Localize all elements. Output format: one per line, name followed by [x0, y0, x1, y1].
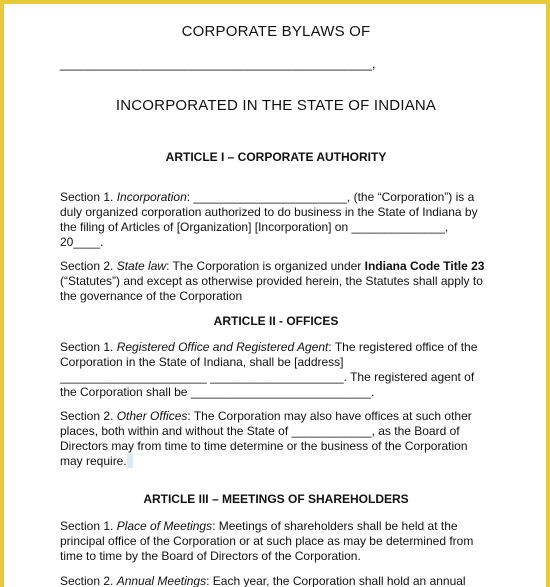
- paragraph-line: [60, 574, 492, 587]
- paragraph-line: time to time by the Board of Directors of the Corporation.: [60, 549, 361, 563]
- article-2-section-1: [60, 340, 492, 400]
- paragraph-text: : _______________________, (the “Corporation”) is a: [186, 190, 475, 204]
- article-1-section-2: [60, 259, 492, 304]
- document-page: [4, 4, 546, 587]
- text-cursor-highlight: [127, 454, 134, 468]
- paragraph-line: [60, 519, 492, 534]
- paragraph-line: [60, 190, 492, 205]
- section-label: Incorporation: [116, 190, 187, 204]
- paragraph-line: duly organized corporation authorized to do business in the State of Indiana by: [60, 205, 478, 219]
- paragraph-line: principal office of the Corporation or at such place as may be determined from: [60, 534, 474, 548]
- paragraph-line: Directors may from time to time determine or the business of the Corporation: [60, 439, 468, 453]
- paragraph-line: ______________________ ____________________. The registered agent of: [60, 370, 475, 384]
- paragraph-line: [60, 259, 492, 274]
- section-label: State law: [116, 259, 167, 273]
- paragraph-line: the Corporation shall be ___________________________.: [60, 385, 375, 399]
- state-of-incorporation: INCORPORATED IN THE STATE OF INDIANA: [115, 97, 437, 114]
- section-number: Section 2.: [60, 409, 117, 423]
- section-number: Section 1.: [60, 340, 117, 354]
- paragraph-line: places, both within and without the State of ____________, as the Board of: [60, 424, 460, 438]
- section-label: Place of Meetings: [116, 519, 213, 533]
- article-1-heading: ARTICLE I – CORPORATE AUTHORITY: [165, 150, 387, 164]
- corporation-name-blank: _____________________________________________,: [60, 56, 376, 71]
- section-label: Annual Meetings: [116, 574, 207, 587]
- article-3-heading: ARTICLE III – MEETINGS OF SHAREHOLDERS: [143, 492, 409, 506]
- section-number: Section 1.: [60, 190, 117, 204]
- paragraph-line: [60, 409, 492, 424]
- paragraph-line: Corporation in the State of Indiana, shall be [address]: [60, 355, 344, 369]
- paragraph-text: : Each year, the Corporation shall hold an annual: [206, 574, 466, 587]
- paragraph-line: [60, 340, 492, 355]
- article-2-heading: ARTICLE II - OFFICES: [213, 314, 339, 328]
- section-label: Registered Office and Registered Agent: [116, 340, 329, 354]
- paragraph-line: (“Statutes”) and except as otherwise provided herein, the Statutes shall apply to: [60, 274, 483, 288]
- paragraph-line: the filing of Articles of [Organization] [Incorporation] on ______________,: [60, 220, 449, 234]
- article-3-section-2: [60, 574, 492, 587]
- section-number: Section 2.: [60, 259, 117, 273]
- article-2-section-2: [60, 409, 492, 469]
- paragraph-text: : The Corporation may also have offices at such other: [187, 409, 472, 423]
- article-1-section-1: [60, 190, 492, 250]
- paragraph-text: : The registered office of the: [328, 340, 478, 354]
- section-label: Other Offices: [116, 409, 188, 423]
- section-number: Section 2.: [60, 574, 117, 587]
- paragraph-text: may require.: [60, 454, 127, 468]
- statute-reference: Indiana Code Title 23: [364, 259, 485, 273]
- paragraph-text: : Meetings of shareholders shall be held at the: [212, 519, 458, 533]
- paragraph-line: [60, 454, 492, 469]
- paragraph-line: the governance of the Corporation: [60, 289, 243, 303]
- section-number: Section 1.: [60, 519, 117, 533]
- paragraph-text: : The Corporation is organized under: [166, 259, 365, 273]
- article-3-section-1: [60, 519, 492, 564]
- paragraph-line: 20____.: [60, 235, 104, 249]
- document-title: CORPORATE BYLAWS OF: [181, 23, 371, 40]
